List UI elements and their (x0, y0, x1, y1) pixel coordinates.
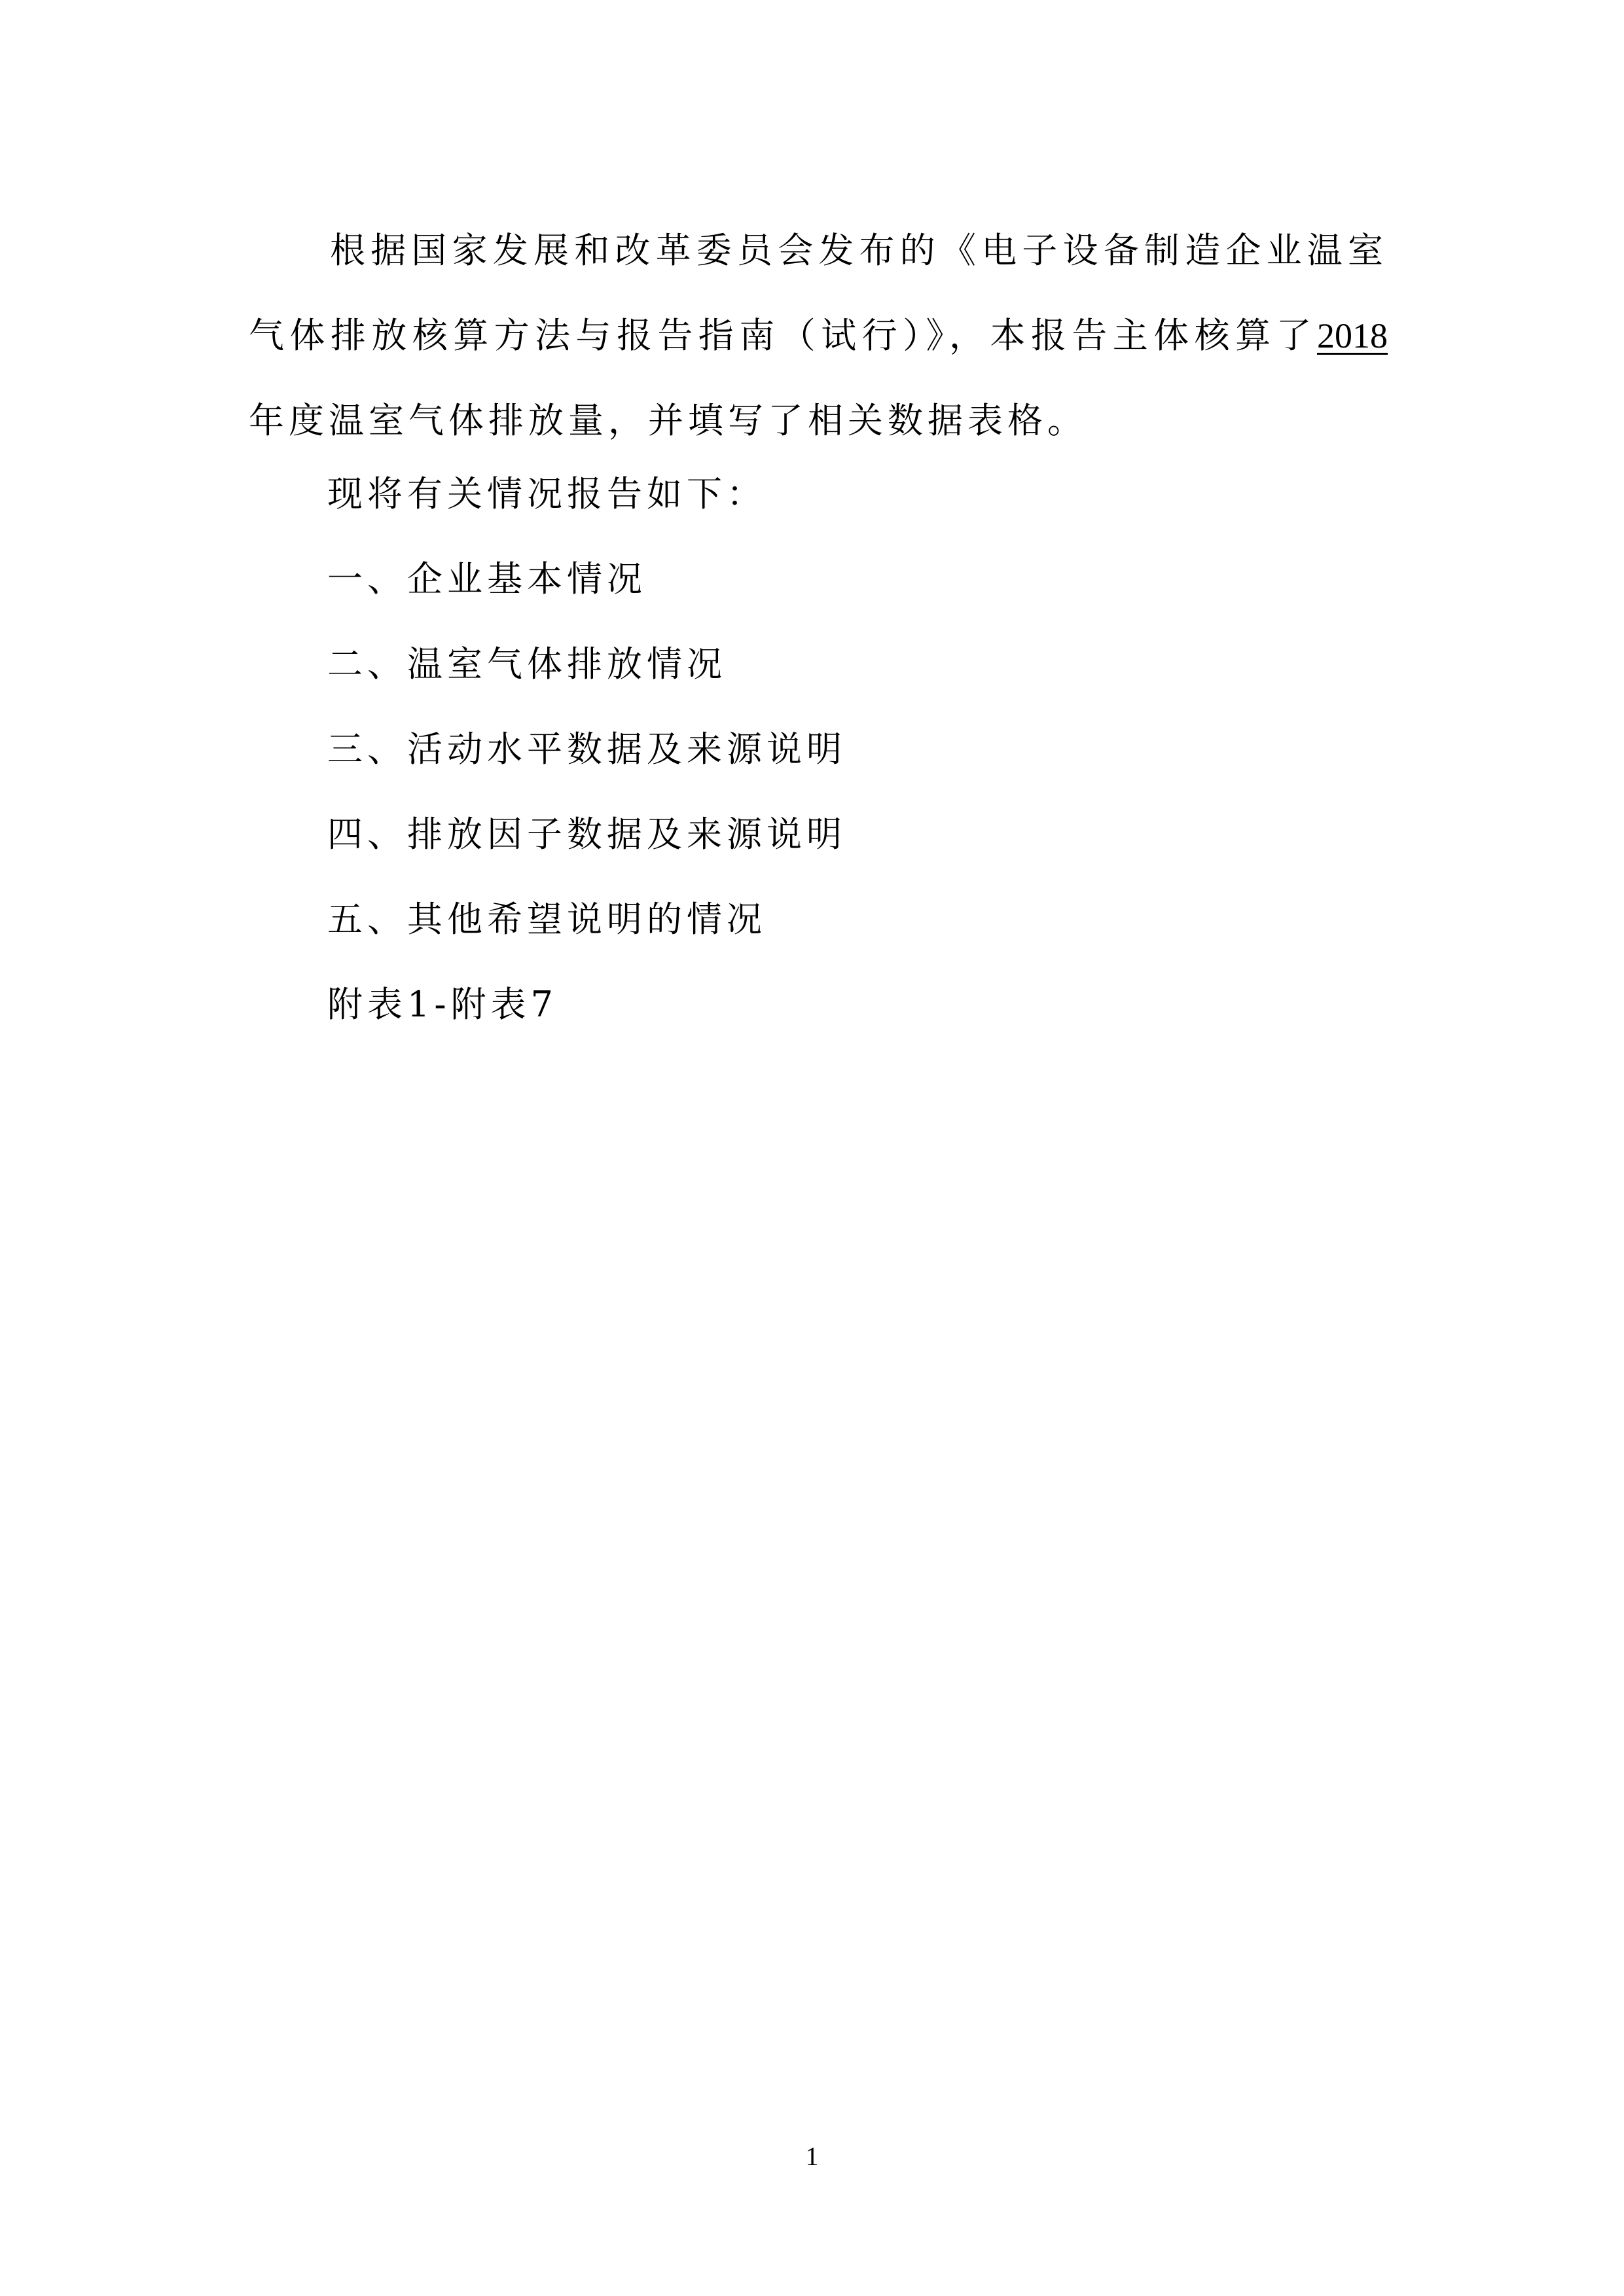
appendix-reference: 附表1-附表7 (327, 984, 558, 1025)
intro-text-before-year: 根据国家发展和改革委员会发布的《电子设备制造企业温室气体排放核算方法与报告指南（试行）》，本报告主体核算了 (249, 230, 1388, 356)
section-item-emissions: 二、温室气体排放情况 (327, 643, 727, 685)
section-item-other: 五、其他希望说明的情况 (327, 899, 767, 940)
lead-in-text: 现将有关情况报告如下： (327, 473, 767, 514)
intro-paragraph (249, 208, 1388, 463)
report-year: 2018 (1317, 316, 1388, 355)
section-item-activity-data: 三、活动水平数据及来源说明 (327, 728, 846, 770)
intro-text-after-year: 年度温室气体排放量，并填写了相关数据表格。 (249, 400, 1087, 441)
page-number: 1 (805, 2142, 819, 2171)
section-item-basic-info: 一、企业基本情况 (327, 558, 647, 600)
section-item-emission-factors: 四、排放因子数据及来源说明 (327, 814, 846, 855)
